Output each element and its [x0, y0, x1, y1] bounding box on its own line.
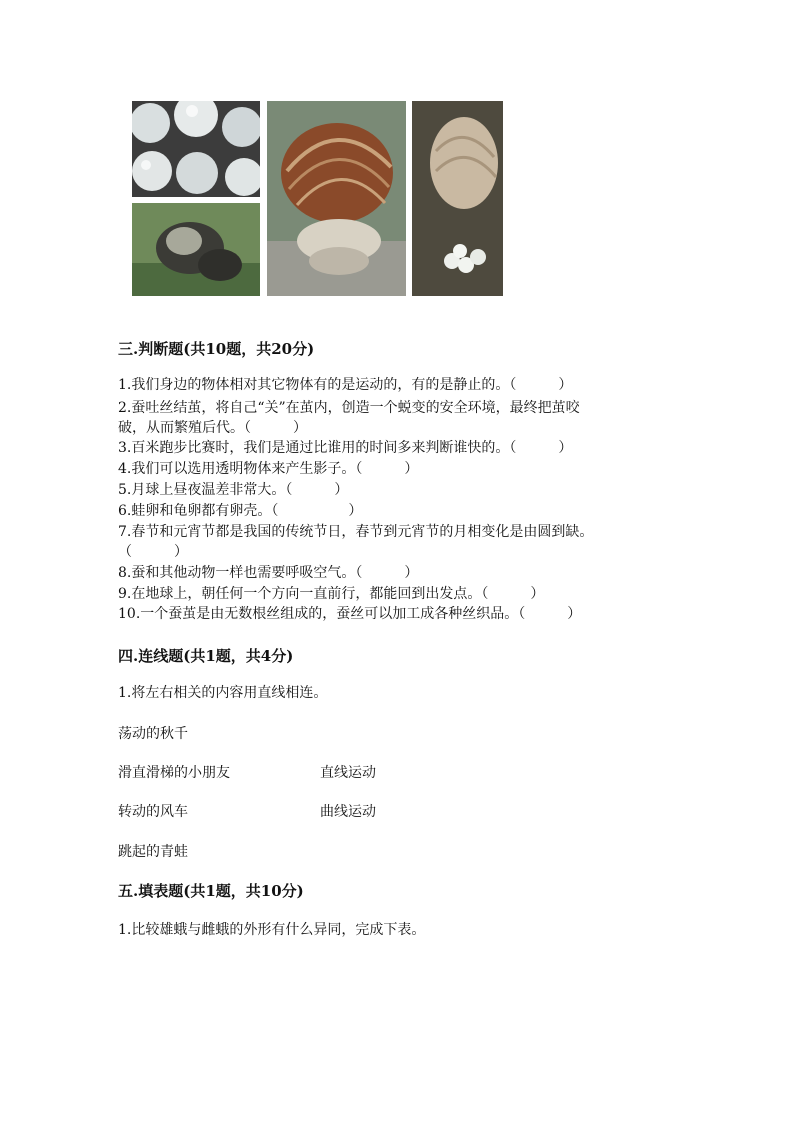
question-text: （ ）	[118, 544, 188, 560]
question-text: 5.月球上昼夜温差非常大。（ ）	[118, 482, 349, 498]
question-text: 9.在地球上，朝任何一个方向一直前行，都能回到出发点。（ ）	[118, 586, 545, 602]
question-text: 1.我们身边的物体相对其它物体有的是运动的，有的是静止的。（ ）	[118, 377, 573, 393]
question-text: 1.比较雄蛾与雌蛾的外形有什么异同，完成下表。	[118, 922, 426, 938]
question-text: 2.蚕吐丝结茧，将自己“关”在茧内，创造一个蜕变的安全环境，最终把茧咬	[118, 400, 580, 416]
photo-snail-eggs	[132, 101, 260, 197]
match-left-item: 跳起的青蛙	[118, 844, 188, 860]
photo-snail-hatching	[132, 203, 260, 296]
section-4-title: 四.连线题(共1题，共4分)	[118, 647, 294, 665]
question-text: 7.春节和元宵节都是我国的传统节日，春节到元宵节的月相变化是由圆到缺。	[118, 524, 594, 540]
question-text: 4.我们可以选用透明物体来产生影子。（ ）	[118, 461, 419, 477]
photo-snail-laying-eggs	[412, 101, 503, 296]
question-text: 8.蚕和其他动物一样也需要呼吸空气。（ ）	[118, 565, 419, 581]
match-right-item: 直线运动	[320, 765, 376, 781]
question-text: 破，从而繁殖后代。（ ）	[118, 420, 307, 436]
section-5-title: 五.填表题(共1题，共10分)	[118, 882, 304, 900]
question-text: 1.将左右相关的内容用直线相连。	[118, 685, 328, 701]
match-left-item: 转动的风车	[118, 804, 188, 820]
question-text: 3.百米跑步比赛时，我们是通过比谁用的时间多来判断谁快的。（ ）	[118, 440, 573, 456]
match-left-item: 荡动的秋千	[118, 726, 188, 742]
match-right-item: 曲线运动	[320, 804, 376, 820]
question-text: 10.一个蚕茧是由无数根丝组成的，蚕丝可以加工成各种丝织品。（ ）	[118, 606, 582, 622]
photo-snail-shell	[267, 101, 406, 296]
match-left-item: 滑直滑梯的小朋友	[118, 765, 230, 781]
section-3-title: 三.判断题(共10题，共20分)	[118, 340, 315, 358]
question-text: 6.蛙卵和龟卵都有卵壳。（ ）	[118, 503, 363, 519]
